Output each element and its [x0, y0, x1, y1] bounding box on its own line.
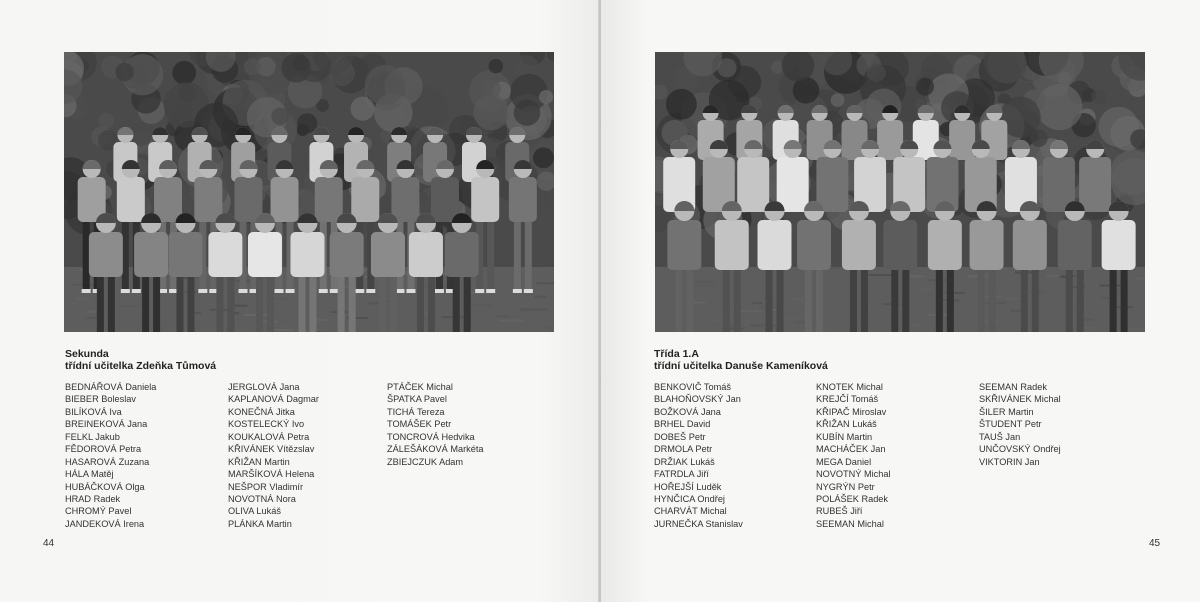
- student-name: MACHÁČEK Jan: [816, 444, 886, 455]
- student-name: KŘIŽAN Martin: [228, 456, 290, 467]
- student-list-column-1: [654, 381, 743, 530]
- student-name: NOVOTNÝ Michal: [816, 469, 891, 480]
- student-name: BREINEKOVÁ Jana: [65, 419, 148, 430]
- student-name: BOŽKOVÁ Jana: [654, 406, 721, 417]
- class-teacher: třídní učitelka Zdeňka Tůmová: [65, 360, 217, 372]
- student-list-column-3: [979, 381, 1061, 468]
- class-name: Sekunda: [65, 348, 109, 360]
- student-list-column-1: [65, 381, 156, 530]
- page-number: 44: [43, 538, 55, 549]
- student-name: KUBÍN Martin: [816, 431, 873, 442]
- left-page: [0, 0, 599, 602]
- page-number: 45: [1149, 538, 1161, 549]
- student-name: HUBÁČKOVÁ Olga: [65, 481, 145, 492]
- student-name: ZBIEJCZUK Adam: [387, 456, 464, 467]
- student-name: KONEČNÁ Jitka: [228, 406, 295, 417]
- student-name: POLÁŠEK Radek: [816, 493, 889, 504]
- student-name: SKŘIVÁNEK Michal: [979, 394, 1061, 405]
- student-name: RUBEŠ Jiří: [816, 506, 863, 517]
- student-name: DOBEŠ Petr: [654, 431, 706, 442]
- student-list-column-2: [816, 381, 891, 530]
- student-name: HYNČICA Ondřej: [654, 493, 725, 504]
- student-name: KŘIPAČ Miroslav: [816, 406, 887, 417]
- student-name: BILÍKOVÁ Iva: [65, 406, 122, 417]
- student-name: DRŽIAK Lukáš: [654, 456, 715, 467]
- student-name: KŘIŽAN Lukáš: [816, 419, 877, 430]
- student-name: OLIVA Lukáš: [228, 506, 281, 517]
- student-name: PTÁČEK Michal: [387, 382, 453, 392]
- student-name: BRHEL David: [654, 419, 711, 430]
- student-name: PLÁNKA Martin: [228, 518, 292, 529]
- student-name: KOUKALOVÁ Petra: [228, 431, 310, 442]
- student-name: CHROMÝ Pavel: [65, 506, 132, 517]
- student-name: SEEMAN Michal: [816, 518, 884, 529]
- student-name: HASAROVÁ Zuzana: [65, 456, 150, 467]
- student-name: JERGLOVÁ Jana: [228, 382, 300, 392]
- class-teacher: třídní učitelka Danuše Kameníková: [654, 360, 828, 372]
- student-name: NOVOTNÁ Nora: [228, 493, 296, 504]
- student-name: VIKTORIN Jan: [979, 456, 1040, 467]
- student-name: HÁLA Matěj: [65, 469, 114, 480]
- student-name: DRMOLA Petr: [654, 444, 713, 455]
- student-name: JANDEKOVÁ Irena: [65, 518, 145, 529]
- class-name: Třída 1.A: [654, 348, 699, 360]
- student-name: UNČOVSKÝ Ondřej: [979, 444, 1061, 455]
- student-name: NEŠPOR Vladimír: [228, 481, 304, 492]
- student-name: ŠILER Martin: [979, 406, 1034, 417]
- student-name: ZÁLEŠÁKOVÁ Markéta: [387, 444, 484, 455]
- student-list-column-3: [387, 381, 484, 468]
- student-name: TONCROVÁ Hedvika: [387, 431, 475, 442]
- student-name: MEGA Daniel: [816, 456, 872, 467]
- right-page: [601, 0, 1200, 602]
- student-name: FELKL Jakub: [65, 431, 120, 442]
- student-name: HOŘEJŠÍ Luděk: [654, 481, 722, 492]
- student-name: TAUŠ Jan: [979, 431, 1021, 442]
- student-name: BEDNÁŘOVÁ Daniela: [65, 382, 157, 392]
- student-name: SEEMAN Radek: [979, 382, 1047, 392]
- student-name: KREJČÍ Tomáš: [816, 394, 879, 405]
- student-name: KAPLANOVÁ Dagmar: [228, 394, 319, 405]
- student-name: CHARVÁT Michal: [654, 506, 727, 517]
- class-photo-sekunda: [64, 52, 554, 332]
- student-name: TICHÁ Tereza: [387, 406, 445, 417]
- student-name: NYGRÝN Petr: [816, 481, 875, 492]
- class-caption: [65, 348, 216, 372]
- student-name: MARŠÍKOVÁ Helena: [228, 469, 315, 480]
- class-caption: [654, 348, 828, 372]
- student-name: ŠTUDENT Petr: [979, 419, 1042, 430]
- student-name: JURNEČKA Stanislav: [654, 518, 743, 529]
- student-name: ŠPATKA Pavel: [387, 394, 447, 405]
- student-name: FĚDOROVÁ Petra: [65, 444, 142, 455]
- student-name: TOMÁŠEK Petr: [387, 419, 452, 430]
- student-name: FATRDLA Jiří: [654, 469, 709, 480]
- student-name: HRAD Radek: [65, 493, 121, 504]
- class-photo-1a: [655, 52, 1145, 332]
- student-name: KOSTELECKÝ Ivo: [228, 419, 305, 430]
- student-name: BENKOVIČ Tomáš: [654, 382, 731, 392]
- student-name: KNOTEK Michal: [816, 382, 883, 392]
- student-list-column-2: [228, 381, 319, 530]
- student-name: KŘIVÁNEK Vítězslav: [228, 444, 315, 455]
- student-name: BLAHOŇOVSKÝ Jan: [654, 394, 741, 405]
- student-name: BIEBER Boleslav: [65, 394, 136, 405]
